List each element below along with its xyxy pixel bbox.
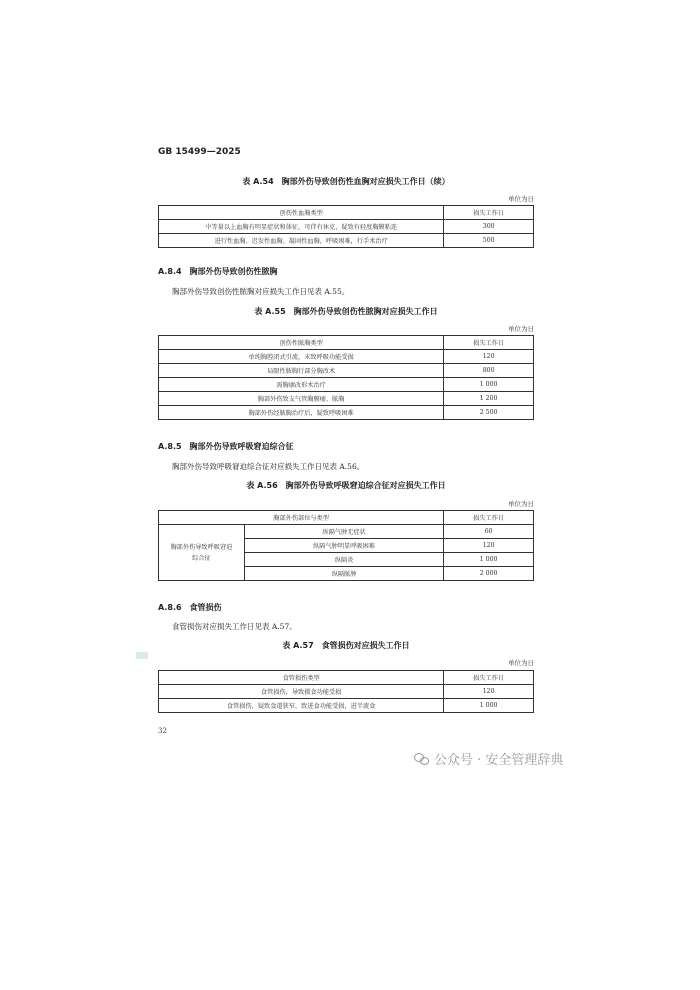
column-header: 胸部外伤部位与类型	[159, 511, 444, 525]
table-cell: 胸部外伤经脓胸治疗后，疑致呼吸困难	[159, 406, 444, 420]
table-cell: 食管损伤，疑致食道狭窄，致进食功能受损，进半流食	[159, 699, 444, 713]
group-label-line: 胸部外伤导致呼吸窘迫	[170, 543, 233, 551]
table-cell: 500	[444, 234, 534, 248]
table-cell: 120	[444, 685, 534, 699]
table-row	[159, 525, 534, 539]
table-cell: 纵隔气肿明显呼吸困难	[244, 539, 443, 553]
table-a56-caption: 表 A.56 胸部外伤导致呼吸窘迫综合征对应损失工作日	[246, 481, 446, 490]
section-text-a86: 食管损伤对应损失工作日见表 A.57。	[172, 622, 297, 631]
group-label-line: 综合征	[192, 554, 211, 562]
table-cell: 纵隔气肿无症状	[244, 525, 443, 539]
section-text-a85: 胸部外伤导致呼吸窘迫综合征对应损失工作日见表 A.56。	[172, 462, 365, 471]
table-cell: 需胸廓改形术治疗	[159, 378, 444, 392]
column-header: 损失工作日	[444, 511, 534, 525]
column-header: 创伤性血胸类型	[159, 206, 444, 220]
table-cell: 2 500	[444, 406, 534, 420]
table-row	[159, 234, 534, 248]
section-heading-a86: A.8.6 食管损伤	[158, 603, 222, 612]
standard-number: GB 15499—2025	[158, 147, 241, 157]
table-a54-caption: 表 A.54 胸部外伤导致创伤性血胸对应损失工作日（续）	[242, 177, 450, 186]
table-cell: 1 000	[444, 699, 534, 713]
table-cell: 中等量以上血胸有明显症状和体征，可伴有休克，疑致有轻度胸膜粘连	[159, 220, 444, 234]
table-a54	[158, 205, 534, 248]
section-heading-a85: A.8.5 胸部外伤导致呼吸窘迫综合征	[158, 442, 294, 451]
table-cell: 局限性脓胸行部分胸改术	[159, 364, 444, 378]
table-a57-unit: 单位为日	[508, 659, 534, 667]
group-label-cell	[159, 525, 245, 581]
table-cell: 纵隔脓肿	[244, 567, 443, 581]
column-header: 损失工作日	[444, 206, 534, 220]
column-header: 食管损伤类型	[159, 671, 444, 685]
table-header-row	[159, 511, 534, 525]
table-a55-caption: 表 A.55 胸部外伤导致创伤性脓胸对应损失工作日	[254, 307, 438, 316]
watermark	[414, 749, 563, 768]
column-header: 创伤性脓胸类型	[159, 336, 444, 350]
table-cell: 胸部外伤致支气管胸膜瘘、脓胸	[159, 392, 444, 406]
table-row	[159, 406, 534, 420]
table-a54-unit: 单位为日	[508, 195, 534, 203]
section-heading-a84: A.8.4 胸部外伤导致创伤性脓胸	[158, 267, 278, 276]
page-number: 32	[158, 727, 167, 735]
section-text-a84: 胸部外伤导致创伤性脓胸对应损失工作日见表 A.55。	[172, 287, 350, 296]
margin-mark	[136, 652, 148, 659]
table-header-row	[159, 206, 534, 220]
table-row	[159, 350, 534, 364]
table-header-row	[159, 336, 534, 350]
column-header: 损失工作日	[444, 336, 534, 350]
table-cell: 60	[444, 525, 534, 539]
table-a56-unit: 单位为日	[508, 500, 534, 508]
table-a57-caption: 表 A.57 食管损伤对应损失工作日	[282, 641, 410, 650]
table-cell: 300	[444, 220, 534, 234]
table-a56	[158, 510, 534, 581]
table-cell: 800	[444, 364, 534, 378]
table-row	[159, 220, 534, 234]
table-row	[159, 392, 534, 406]
table-a55-unit: 单位为日	[508, 325, 534, 333]
table-cell: 进行性血胸、迟发性血胸、凝固性血胸，呼吸困难，行手术治疗	[159, 234, 444, 248]
table-row	[159, 699, 534, 713]
table-cell: 2 000	[444, 567, 534, 581]
column-header: 损失工作日	[444, 671, 534, 685]
table-row	[159, 685, 534, 699]
table-cell: 120	[444, 539, 534, 553]
table-cell: 120	[444, 350, 534, 364]
table-row	[159, 364, 534, 378]
table-cell: 单纯胸腔闭式引流，未致呼吸功能受损	[159, 350, 444, 364]
table-cell: 1 000	[444, 553, 534, 567]
table-cell: 1 000	[444, 378, 534, 392]
wechat-icon	[414, 752, 430, 766]
table-cell: 1 200	[444, 392, 534, 406]
table-a55	[158, 335, 534, 420]
table-cell: 食管损伤，导致摄食功能受损	[159, 685, 444, 699]
table-header-row	[159, 671, 534, 685]
watermark-text: 公众号 · 安全管理辞典	[434, 753, 564, 768]
table-row	[159, 378, 534, 392]
table-cell: 纵隔炎	[244, 553, 443, 567]
table-a57	[158, 670, 534, 713]
